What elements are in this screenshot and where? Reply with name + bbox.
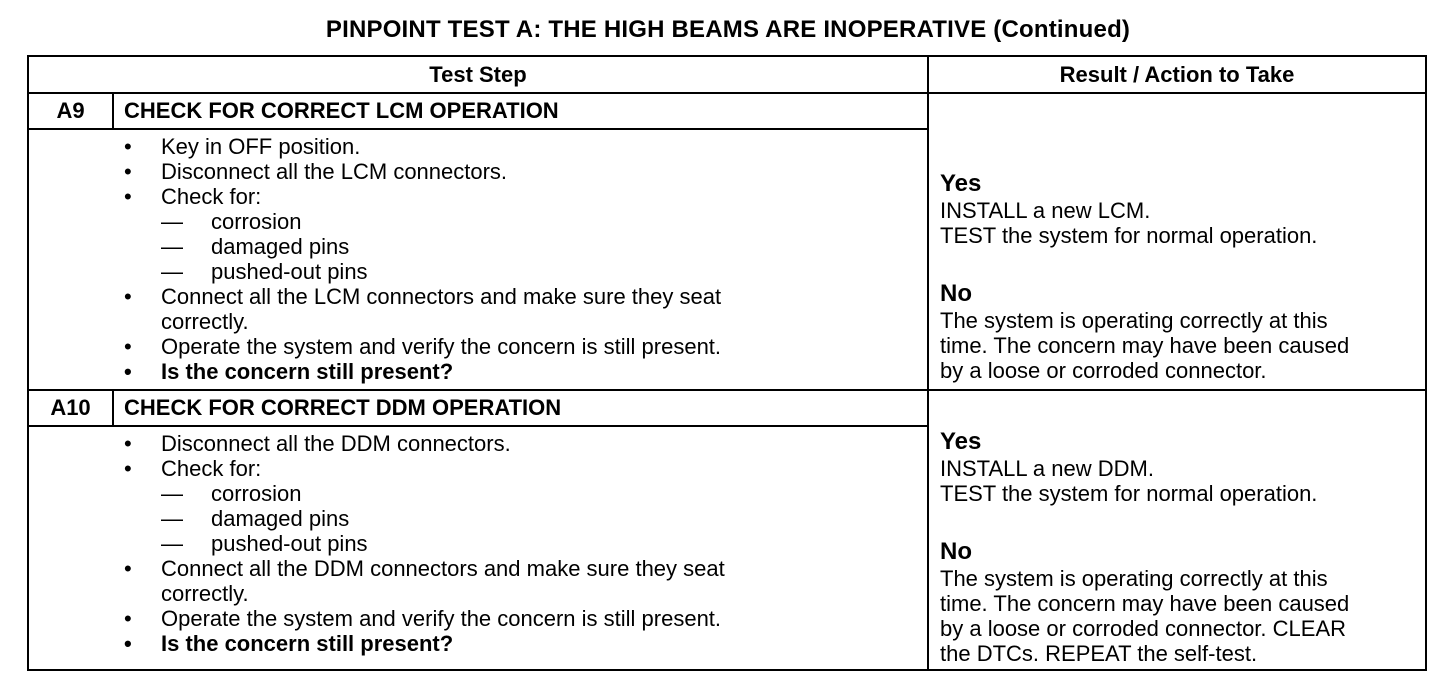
instruction-continuation: correctly. [161,309,249,334]
result-no-line: time. The concern may have been caused [940,591,1350,616]
result-no-line: The system is operating correctly at this [940,308,1328,333]
instruction-subitem: — corrosion [119,209,721,234]
result-yes-line: TEST the system for normal operation. [940,223,1318,248]
step-id: A10 [50,395,91,420]
step-title-underline-a10 [29,425,927,427]
result-no-line: the DTCs. REPEAT the self-test. [940,641,1258,666]
instruction-line: • Operate the system and verify the concern is still present. [119,606,725,631]
instruction-subitem: — damaged pins [119,506,725,531]
result-no-line: time. The concern may have been caused [940,333,1350,358]
result-no-label: No [940,538,972,565]
instruction-line: • Operate the system and verify the concern is still present. [119,334,721,359]
result-actions [940,428,1425,666]
pinpoint-test-table [27,55,1427,671]
result-yes-label: Yes [940,170,982,197]
step-title: CHECK FOR CORRECT DDM OPERATION [124,395,562,420]
result-yes-line: INSTALL a new LCM. [940,198,1151,223]
result-no-line: The system is operating correctly at this [940,566,1328,591]
instruction-subitem: — damaged pins [119,234,721,259]
instruction-question: • Is the concern still present? [119,359,721,384]
result-yes-line: INSTALL a new DDM. [940,456,1154,481]
instruction-subitem: — pushed-out pins [119,531,725,556]
column-divider [927,57,929,669]
instruction-line: • Check for: [119,456,725,481]
header-test-step: Test Step [429,62,527,87]
step-instructions [119,431,725,656]
step-id: A9 [56,98,85,123]
result-no-line: by a loose or corroded connector. [940,358,1267,383]
result-yes-line: TEST the system for normal operation. [940,481,1318,506]
instruction-line: • Disconnect all the DDM connectors. [119,431,725,456]
header-result: Result / Action to Take [1059,62,1295,87]
instruction-line: • Key in OFF position. [119,134,721,159]
instruction-continuation: correctly. [161,581,249,606]
step-title: CHECK FOR CORRECT LCM OPERATION [124,98,559,123]
instruction-line: • Disconnect all the LCM connectors. [119,159,721,184]
instruction-subitem: — corrosion [119,481,725,506]
result-yes-label: Yes [940,428,982,455]
instruction-line: • Check for: [119,184,721,209]
result-no-label: No [940,280,972,307]
result-no-line: by a loose or corroded connector. CLEAR [940,616,1347,641]
instruction-line: • Connect all the DDM connectors and make sure they seat [119,556,725,581]
result-actions [940,170,1425,383]
page-title: PINPOINT TEST A: THE HIGH BEAMS ARE INOPERATIVE (Continued) [325,16,1131,43]
step-id-divider-a10 [112,391,114,425]
step-instructions [119,134,721,384]
step-id-divider-a9 [112,94,114,128]
instruction-subitem: — pushed-out pins [119,259,721,284]
instruction-line: • Connect all the LCM connectors and make sure they seat [119,284,721,309]
step-title-underline-a9 [29,128,927,130]
instruction-question: • Is the concern still present? [119,631,725,656]
